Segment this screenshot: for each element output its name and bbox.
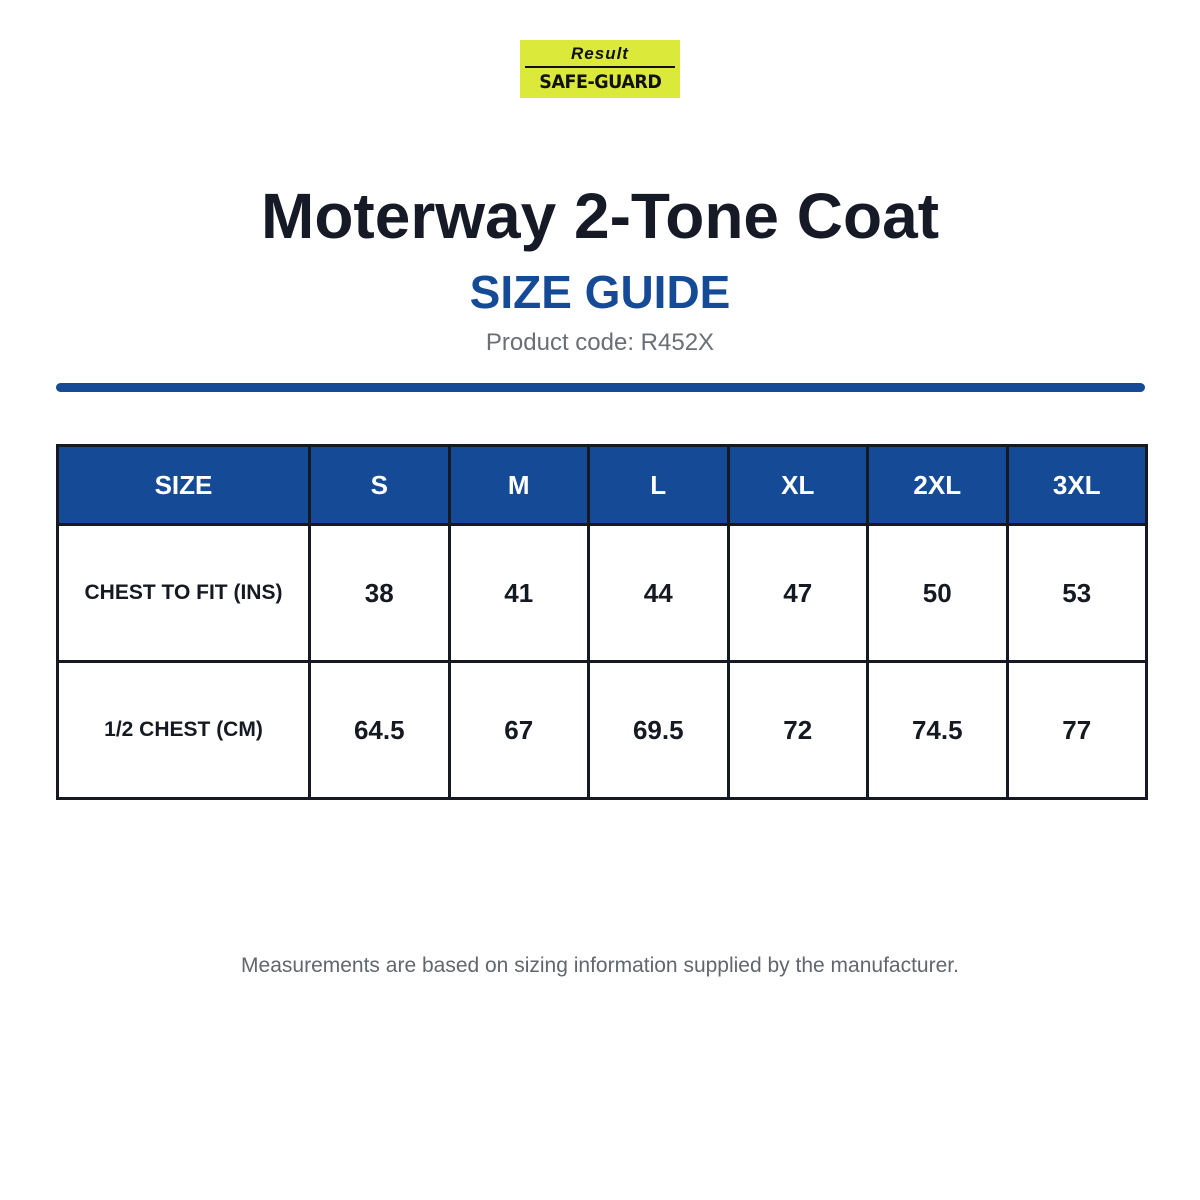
header-cell: XL	[728, 446, 868, 525]
table-row	[58, 662, 1147, 799]
table-cell: 50	[868, 525, 1008, 662]
row-label: CHEST TO FIT (INS)	[58, 525, 310, 662]
product-code: Product code: R452X	[485, 329, 715, 356]
header-cell: M	[449, 446, 589, 525]
header-cell: S	[310, 446, 450, 525]
brand-logo	[520, 40, 680, 98]
table-cell: 64.5	[310, 662, 450, 799]
table-header-row	[58, 446, 1147, 525]
table-cell: 77	[1007, 662, 1147, 799]
brand-logo-divider	[525, 66, 675, 68]
header-divider	[56, 383, 1145, 392]
header-cell: 2XL	[868, 446, 1008, 525]
table-cell: 67	[449, 662, 589, 799]
table-cell: 53	[1007, 525, 1147, 662]
row-label: 1/2 CHEST (CM)	[58, 662, 310, 799]
header-cell: L	[589, 446, 729, 525]
table-cell: 47	[728, 525, 868, 662]
size-table	[56, 444, 1148, 800]
table-cell: 69.5	[589, 662, 729, 799]
brand-logo-line1: Result	[571, 44, 629, 63]
brand-logo-line2: SAFE-GUARD	[538, 71, 662, 93]
table-cell: 44	[589, 525, 729, 662]
header-cell-size: SIZE	[58, 446, 310, 525]
page-subtitle: SIZE GUIDE	[469, 266, 731, 318]
table-cell: 38	[310, 525, 450, 662]
header-cell: 3XL	[1007, 446, 1147, 525]
table-cell: 74.5	[868, 662, 1008, 799]
table-cell: 72	[728, 662, 868, 799]
table-cell: 41	[449, 525, 589, 662]
table-row	[58, 525, 1147, 662]
page-title: Moterway 2-Tone Coat	[261, 180, 939, 252]
footnote: Measurements are based on sizing information supplied by the manufacturer.	[241, 954, 959, 977]
